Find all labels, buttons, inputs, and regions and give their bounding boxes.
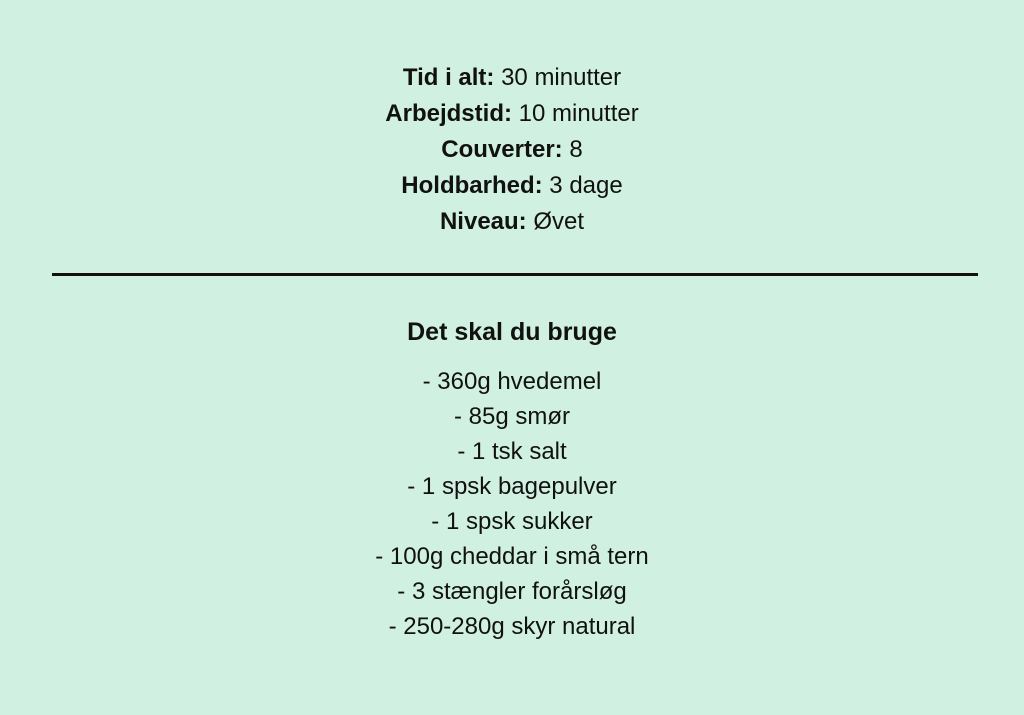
meta-label: Tid i alt: — [402, 64, 495, 91]
meta-shelf-life — [0, 168, 1024, 204]
meta-value: 8 — [569, 136, 583, 163]
ingredient-item: - 1 spsk sukker — [431, 508, 593, 535]
meta-label: Couverter: — [441, 136, 563, 163]
recipe-meta — [0, 60, 1024, 240]
meta-label: Holdbarhed: — [401, 172, 543, 199]
meta-level — [0, 204, 1024, 240]
ingredients-title: Det skal du bruge — [407, 318, 617, 346]
meta-total-time — [0, 60, 1024, 96]
meta-value: 3 dage — [549, 172, 623, 199]
ingredient-item: - 1 spsk bagepulver — [407, 473, 617, 500]
ingredients-list — [0, 364, 1024, 644]
meta-value: 10 minutter — [518, 100, 639, 127]
meta-label: Arbejdstid: — [385, 100, 512, 127]
ingredient-item: - 85g smør — [453, 403, 570, 430]
ingredient-item: - 360g hvedemel — [422, 368, 602, 395]
meta-work-time — [0, 96, 1024, 132]
meta-label: Niveau: — [439, 208, 527, 235]
ingredient-item: - 100g cheddar i små tern — [375, 543, 649, 570]
ingredient-item: - 1 tsk salt — [457, 438, 567, 465]
meta-servings — [0, 132, 1024, 168]
meta-value: 30 minutter — [501, 64, 622, 91]
section-divider — [52, 273, 978, 276]
ingredient-item: - 3 stængler forårsløg — [397, 578, 627, 605]
meta-value: Øvet — [533, 208, 585, 235]
ingredient-item: - 250-280g skyr natural — [388, 613, 636, 640]
